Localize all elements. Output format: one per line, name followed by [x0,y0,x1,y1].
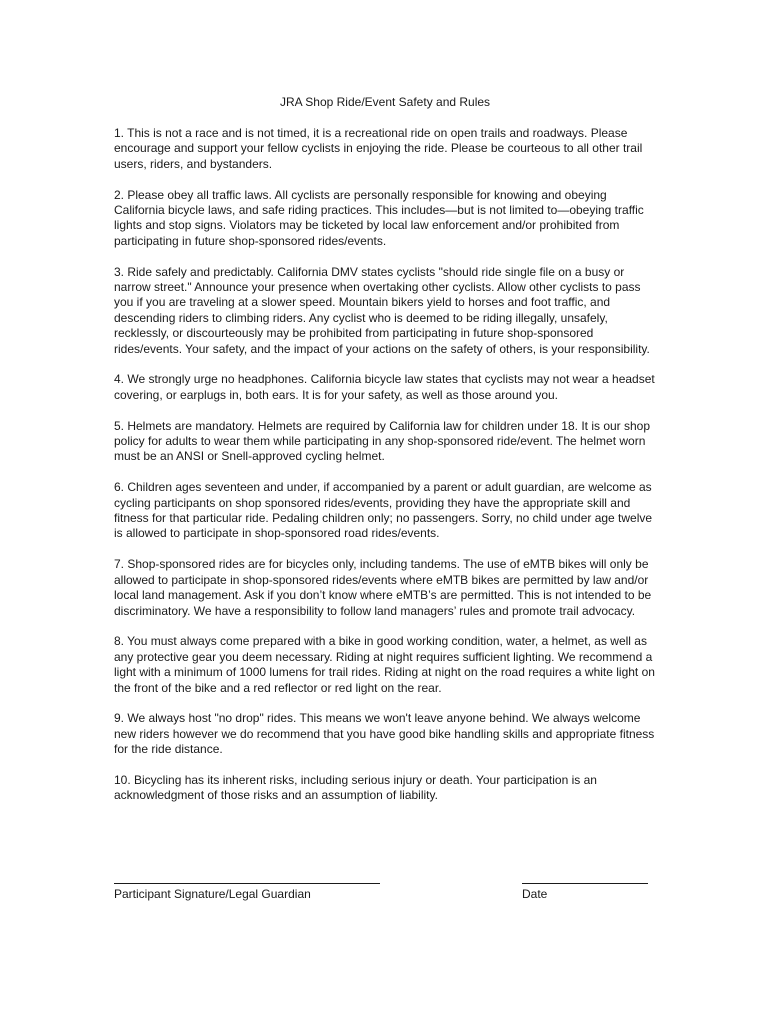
rule-9: 9. We always host "no drop" rides. This means we won't leave anyone behind. We always welcome new riders however we do recommend that you have good bike handling skills and appropriate fitness for the ride distance. [114,711,655,757]
rule-5: 5. Helmets are mandatory. Helmets are required by California law for children under 18. It is our shop policy for adults to wear them while participating in any shop-sponsored ride/event. The helmet worn must be an ANSI or Snell-approved cycling helmet. [114,418,651,464]
rule-7: 7. Shop-sponsored rides are for bicycles only, including tandems. The use of eMTB bikes will only be allowed to participate in shop-sponsored rides/events where eMTB bikes are permitted by law and/or local land management. Ask if you don’t know where eMTB’s are permitted. This is not intended to be discriminatory. We have a responsibility to follow land managers’ rules and promote trail advocacy. [114,557,652,618]
date-line[interactable] [522,873,648,884]
rule-3: 3. Ride safely and predictably. California DMV states cyclists "should ride single file on a busy or narrow street." Announce your presence when overtaking other cyclists. Allow other cyclists to pass you if you are traveling at a slower speed. Mountain bikers yield to horses and foot traffic, and descending riders to climbing riders. Any cyclist who is deemed to be riding illegally, unsafely, recklessly, or discourteously may be prohibited from participating in future shop-sponsored rides/events. Your safety, and the impact of your actions on the safety of others, is your responsibility. [114,264,650,356]
signature-block [114,873,380,902]
rules-list [114,126,656,819]
rule-1: 1. This is not a race and is not timed, it is a recreational ride on open trails and roadways. Please encourage and support your fellow cyclists in enjoying the ride. Please be courteous to all other trail users, riders, and bystanders. [114,126,643,171]
rule-6: 6. Children ages seventeen and under, if accompanied by a parent or adult guardian, are welcome as cycling participants on shop sponsored rides/events, providing they have the appropriate skill and fitness for that particular ride. Pedaling children only; no passengers. Sorry, no child under age twelve is allowed to participate in shop-sponsored road rides/events. [114,480,653,541]
rule-10: 10. Bicycling has its inherent risks, including serious injury or death. Your participation is an acknowledgment of those risks and an assumption of liability. [114,772,597,803]
rule-4: 4. We strongly urge no headphones. California bicycle law states that cyclists may not wear a headset covering, or earplugs in, both ears. It is for your safety, as well as those around you. [114,372,655,402]
rule-2: 2. Please obey all traffic laws. All cyclists are personally responsible for knowing and obeying California bicycle laws, and safe riding practices. This includes—but is not limited to—obeying traffic lights and stop signs. Violators may be ticketed by local law enforcement and/or prohibited from participating in future shop-sponsored rides/events. [114,187,644,248]
document-title: JRA Shop Ride/Event Safety and Rules [279,95,491,109]
date-label: Date [522,887,548,901]
rule-8: 8. You must always come prepared with a bike in good working condition, water, a helmet, as well as any protective gear you deem necessary. Riding at night requires sufficient lighting. We recommend a light with a minimum of 1000 lumens for trail rides. Riding at night on the road requires a white light on the front of the bike and a red reflector or red light on the rear. [114,634,655,695]
date-block [522,873,648,902]
signature-label: Participant Signature/Legal Guardian [114,887,311,901]
signature-line[interactable] [114,873,380,884]
